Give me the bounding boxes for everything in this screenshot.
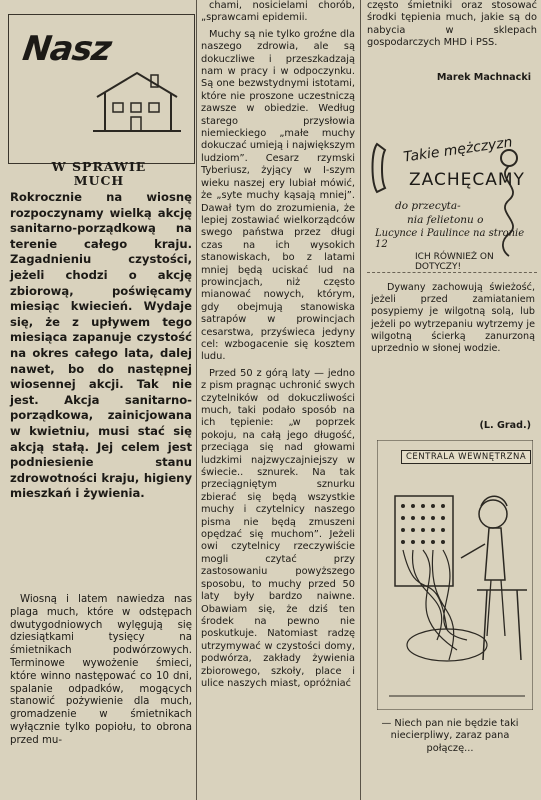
section-logo-box <box>8 14 195 164</box>
headline-line-1: W SPRAWIE <box>51 159 147 174</box>
article-body-col3: często śmietniki oraz stosować środki tępienia much, jakie są do nabycia w sklepach gospodarczych MHD i PSS. <box>367 0 537 49</box>
promo-main-text: ZACHĘCAMY <box>409 170 525 190</box>
headline-line-2: MUCH <box>73 173 125 188</box>
promo-tagline: ICH RÓWNIEŻ ON DOTYCZY! <box>415 252 494 272</box>
telephone-handset-icon <box>369 138 403 198</box>
paragraph: Muchy są nie tylko groźne dla naszego zdrowia, ale są dokuczliwe i przeszkadzają nam w pracy i w odpoczynku. Są one bezwstydnymi istotami, które nie proszone uczestniczą zawsze w obiedzie. Według starego przysłowia niemieckiego „małe muchy dokuczać umieją i największym ludziom”. Cesarz rzymski Tyberiusz, żyjący w I-szym wieku naszej ery lubiał mówić, że „syte muchy kąsają mniej”. Dawał tym do zrozumienia, że lepiej zostawiać wielkorządców swego państwa przez długi czas na ich wysokich stanowiskach, bo z latami mniej będą uciskać lud na prowincjach, niż często mianować nowych, którym, gdy obejmują stanowiska satrapów w prowincjach cesarstwa, przyświeca jedyny cel: wzbogacenie się kosztem ludu. <box>201 28 355 363</box>
promo-title: Takie mężczyzn <box>402 134 514 166</box>
section-divider <box>367 272 537 273</box>
author-signature: Marek Machnacki <box>436 72 531 83</box>
promo-box <box>367 118 537 272</box>
article-body-col2 <box>201 0 355 690</box>
switchboard-sign: CENTRALA WEWNĘTRZNA <box>401 450 531 464</box>
column-left <box>4 0 196 800</box>
household-tip: Dywany zachowują świeżość, jeżeli przed zamiataniem posypiemy je wilgotną solą, lub jeżeli po wytrzepaniu wytrzemy je wilgotną ścierką zanurzoną uprzednio w słonej wodzie. <box>371 282 535 355</box>
paragraph: Przed 50 z górą laty — jedno z pism pragnąc uchronić swych czytelników od dokuczliwości much, taki podało sposób na ich tępienie: „w poprzek pokoju, na całą jego długość, przeciąga się nad głowami ludzkimi najzwyczajniejszy w świecie.. sznurek. Na tak przeciągniętym sznurku zbierać się będą wszystkie muchy i czytelnicy naszego pisma nie będą zmuszeni opędzać się muchom”. Jeżeli owi czytelnicy rzeczywiście mogli czytać przy zastosowaniu powyższego sposobu, to muchy przed 50 laty były bardzo naiwne. Obawiam się, że dziś ten środek na pewno nie poskutkuje. Natomiast radzę utrzymywać w czystości domy, podwórza, zakłady żywienia zbiorowego, szkoły, place i ulice naszych miast, opróżniać <box>201 367 355 689</box>
column-right <box>361 0 541 800</box>
promo-line: nia felietonu o <box>407 214 484 226</box>
house-icon <box>91 67 183 137</box>
switchboard-cartoon-illustration <box>377 440 533 710</box>
cartoon-caption: — Niech pan nie będzie taki niecierpliwy, zaraz pana połączę... <box>381 718 519 754</box>
promo-line: Lucynce i Paulince na stronie 12 <box>375 228 525 250</box>
article-body-col1: Wiosną i latem nawiedza nas plaga much, które w odstępach dwutygodniowych wylęgują się dziesiątkami tysięcy na śmietnikach podwórzowych. Terminowe wywożenie śmieci, które winno następować co 10 dni, spalanie odpadków, mogących stanowić pożywienie dla much, gromadzenie w śmietnikach wyłącznie tylko popiołu, to obrona przed mu- <box>10 594 192 746</box>
article-headline <box>4 160 194 188</box>
column-middle <box>197 0 359 800</box>
paragraph: chami, nosicielami chorób, „sprawcami epidemii. <box>201 0 355 24</box>
article-lead: Rokrocznie na wiosnę rozpoczynamy wielką akcję sanitarno-porządkową na terenie całego kraju. Zagadnieniu czystości, jeżeli chodzi o akcję zbiorową, poświęcamy miesiąc kwiecień. Wydaje się, że z upływem tego miesiąca zapanuje czystość na okres całego lata, dalej nawet, bo do następnej wiosennej akcji. Tak nie jest. Akcja sanitarno-porządkowa, zainicjowana w kwietniu, musi stać się akcją stałą. Jej celem jest podniesienie stanu zdrowotności kraju, higieny mieszkań i żywienia. <box>10 190 192 501</box>
tip-signature: (L. Grad.) <box>479 420 531 431</box>
section-logo-text: Nasz <box>20 29 114 69</box>
promo-line: do przecyta- <box>395 200 461 212</box>
